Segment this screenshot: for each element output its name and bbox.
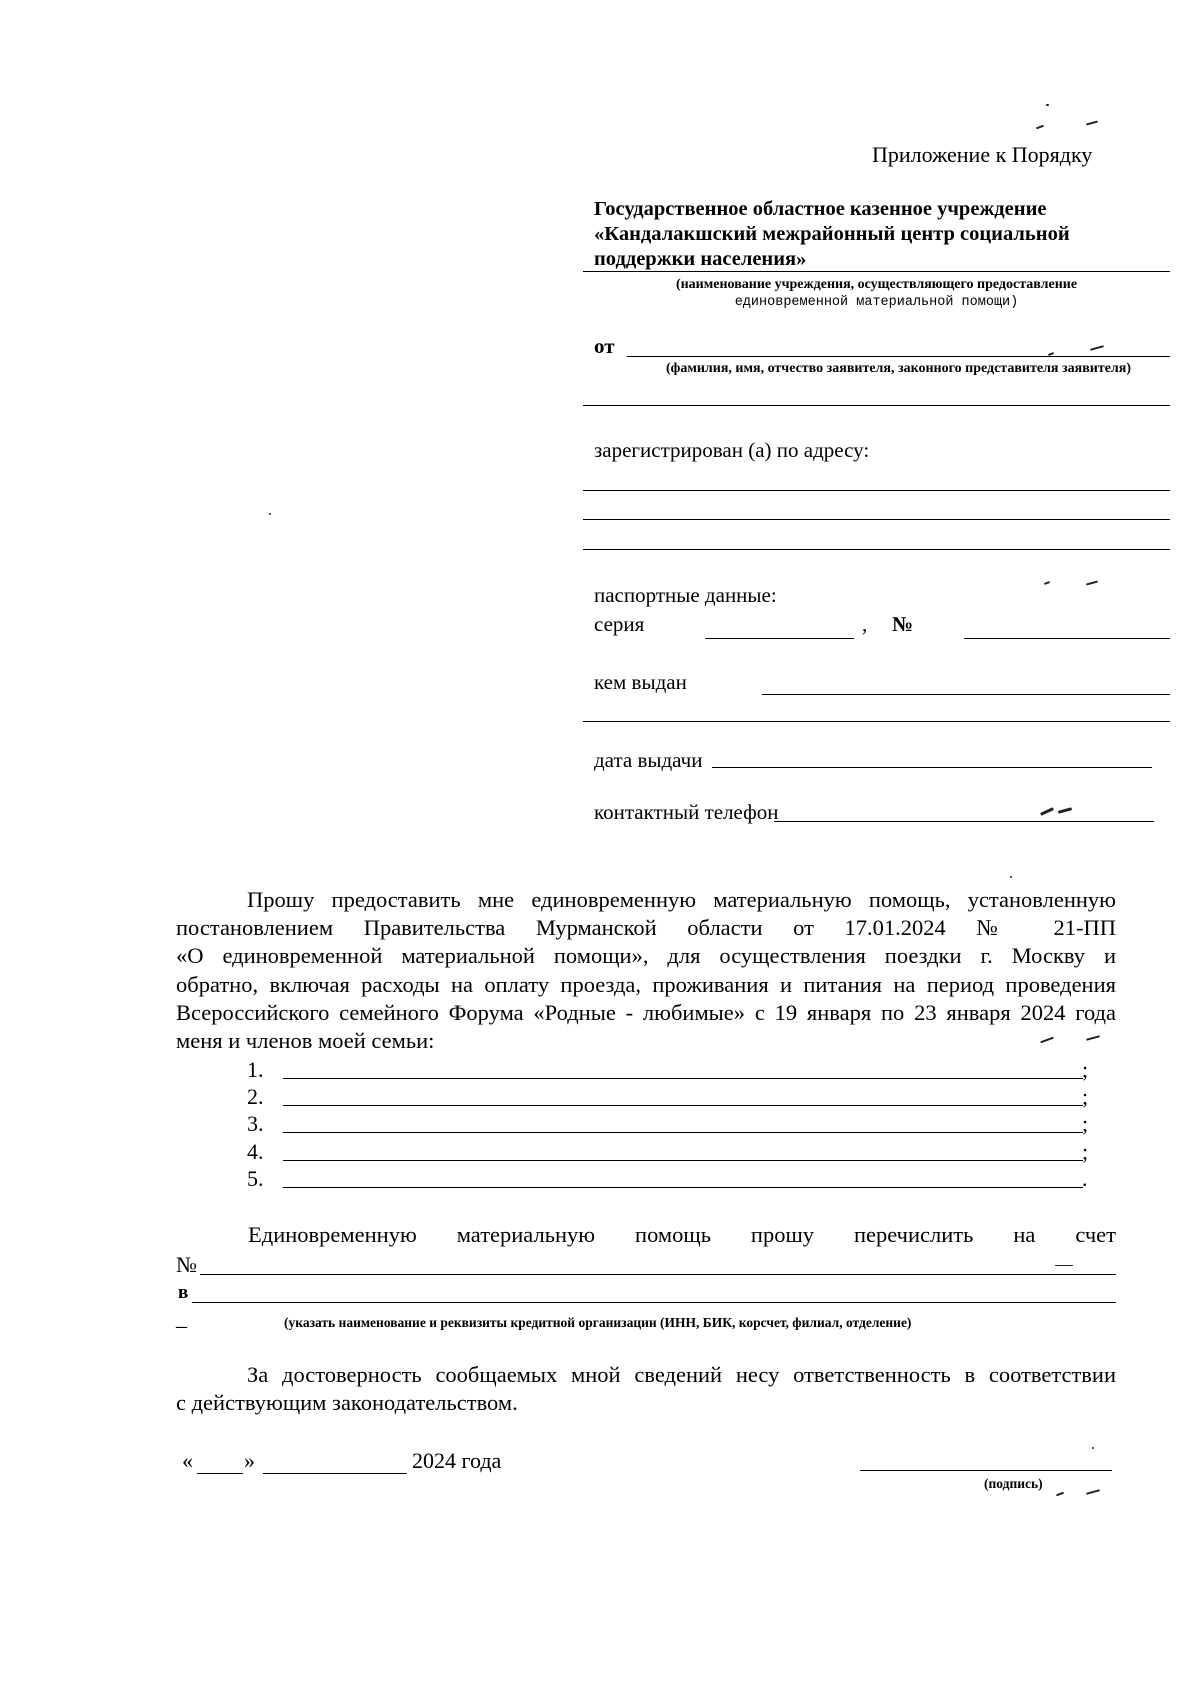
applicant-name-field-2[interactable] xyxy=(583,405,1170,406)
responsibility-line: За достоверность сообщаемых мной сведений несу ответственность в соответствии xyxy=(247,1362,1116,1387)
request-line: обратно, включая расходы на оплату проезда, проживания и питания на период проведения xyxy=(176,971,1116,997)
appendix-title: Приложение к Порядку xyxy=(872,142,1093,167)
passport-number-label: № xyxy=(892,612,914,636)
institution-line: «Кандалакшский межрайонный центр социальной xyxy=(594,223,1070,245)
family-member-field[interactable] xyxy=(283,1078,1083,1079)
family-member-end: ; xyxy=(1082,1111,1089,1136)
institution-caption xyxy=(583,276,1170,312)
scan-speck xyxy=(1046,104,1049,106)
family-member-number: 4. xyxy=(247,1139,264,1164)
date-close-quote: » xyxy=(244,1448,255,1473)
bank-caption: (указать наименование и реквизиты кредитной организации (ИНН, БИК, корсчет, филиал, отделение) xyxy=(284,1315,912,1330)
scan-speck xyxy=(1036,125,1044,130)
family-member-field[interactable] xyxy=(283,1187,1083,1188)
scan-speck xyxy=(1092,1447,1094,1449)
date-month-field[interactable] xyxy=(263,1473,407,1474)
family-member-field[interactable] xyxy=(283,1105,1083,1106)
passport-label: паспортные данные: xyxy=(594,583,777,607)
request-line: постановлением Правительства Мурманской области от 17.01.2024 № 21-ПП xyxy=(176,915,1116,941)
scan-speck xyxy=(1086,580,1098,585)
signature-field[interactable] xyxy=(860,1470,1112,1471)
request-paragraph xyxy=(176,886,1116,1055)
institution-underline xyxy=(583,271,1170,272)
date-day-field[interactable] xyxy=(197,1473,243,1474)
family-member-number: 3. xyxy=(247,1111,264,1136)
family-member-end: ; xyxy=(1082,1084,1089,1109)
date-open-quote: « xyxy=(182,1448,193,1473)
family-member-end: ; xyxy=(1082,1139,1089,1164)
issued-by-label: кем выдан xyxy=(594,670,687,694)
bank-dash: _ xyxy=(176,1305,187,1330)
applicant-name-field[interactable] xyxy=(627,356,1170,357)
family-member-field[interactable] xyxy=(283,1132,1083,1133)
registered-address-label: зарегистрирован (а) по адресу: xyxy=(594,438,870,462)
scan-speck xyxy=(269,513,271,515)
caption-line: (наименование учреждения, осуществляющего предоставление xyxy=(675,277,1078,292)
phone-field[interactable] xyxy=(774,821,1154,822)
family-member-field[interactable] xyxy=(283,1160,1083,1161)
scan-speck xyxy=(1044,581,1050,585)
institution-name xyxy=(594,197,1070,272)
issue-date-label: дата выдачи xyxy=(594,748,703,772)
family-member-end: ; xyxy=(1082,1057,1089,1082)
responsibility-line: с действующим законодательством. xyxy=(176,1390,518,1415)
issued-by-field-2[interactable] xyxy=(583,721,1170,722)
scan-speck xyxy=(1056,1492,1064,1497)
scan-speck xyxy=(1055,1265,1073,1266)
series-field[interactable] xyxy=(705,638,854,639)
address-field-3[interactable] xyxy=(583,549,1170,550)
passport-number-field[interactable] xyxy=(964,638,1170,639)
request-line-last: меня и членов моей семьи: xyxy=(176,1028,435,1054)
family-member-number: 1. xyxy=(247,1057,264,1082)
scan-speck xyxy=(1058,807,1072,814)
family-member-number: 5. xyxy=(247,1166,264,1191)
request-line: Прошу предоставить мне единовременную материальную помощь, установленную xyxy=(247,887,1116,912)
signature-caption: (подпись) xyxy=(984,1476,1043,1491)
account-label: № xyxy=(176,1252,197,1277)
scan-speck xyxy=(1086,120,1098,125)
institution-line: поддержки населения» xyxy=(594,248,807,270)
date-year: 2024 года xyxy=(412,1448,502,1473)
family-member-number: 2. xyxy=(247,1084,264,1109)
scan-speck xyxy=(1010,876,1012,878)
series-label: серия xyxy=(594,612,645,636)
caption-line: единовременной материальной помощи) xyxy=(734,295,1019,310)
applicant-caption: (фамилия, имя, отчество заявителя, законного представителя заявителя) xyxy=(665,361,1132,376)
scan-speck xyxy=(1086,1489,1100,1495)
bank-field[interactable] xyxy=(192,1302,1116,1303)
scan-speck xyxy=(1090,345,1104,351)
request-line: «О единовременной материальной помощи», для осуществления поездки г. Москву и xyxy=(176,943,1116,969)
issue-date-field[interactable] xyxy=(712,767,1152,768)
institution-line: Государственное областное казенное учреждение xyxy=(594,198,1047,220)
scan-speck xyxy=(1040,807,1054,816)
address-field-1[interactable] xyxy=(583,490,1170,491)
account-number-field[interactable] xyxy=(200,1274,1116,1275)
phone-label: контактный телефон xyxy=(594,800,779,824)
bank-label: в xyxy=(178,1282,189,1303)
payment-request-line: Единовременную материальную помощь прошу перечислить на счет xyxy=(248,1222,1116,1247)
from-label: от xyxy=(594,334,615,358)
address-field-2[interactable] xyxy=(583,519,1170,520)
request-line: Всероссийского семейного Форума «Родные - любимые» с 19 января по 23 января 2024 года xyxy=(176,999,1116,1025)
series-comma: , xyxy=(862,612,868,636)
responsibility-statement xyxy=(176,1361,1116,1417)
issued-by-field[interactable] xyxy=(762,694,1170,695)
family-member-end: . xyxy=(1082,1166,1088,1191)
